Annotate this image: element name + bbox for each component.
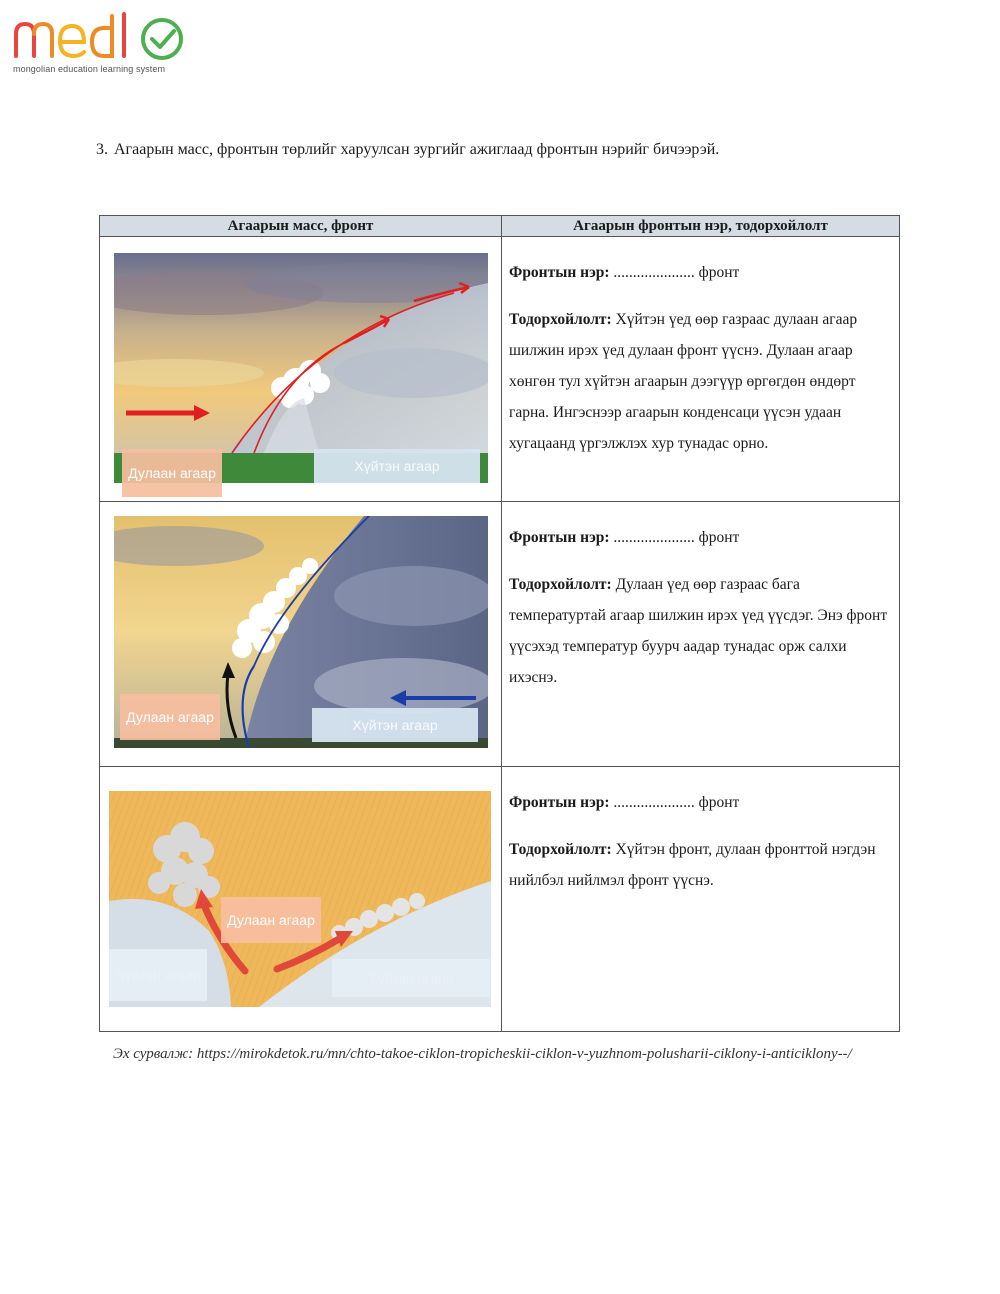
cold-front-description-cell: [502, 502, 900, 767]
cold-air-label: Хүйтэн агаар: [314, 449, 480, 483]
front-name-label: Фронтын нэр:: [509, 529, 610, 546]
warm-air-label: Дулаан агаар: [122, 449, 222, 497]
occluded-front-description-cell: [502, 767, 900, 1032]
front-name-line: [509, 522, 893, 553]
definition-label: Тодорхойлолт:: [509, 576, 612, 593]
question-number: 3.: [96, 141, 108, 158]
table-row: [100, 237, 900, 502]
definition-text: Хүйтэн фронт, дулаан фронттой нэгдэн нийлбэл нийлмэл фронт үүснэ.: [509, 841, 876, 889]
table-header-row: [100, 216, 900, 237]
occluded-front-image-cell: [100, 767, 502, 1032]
front-name-blank: ..................... фронт: [613, 529, 740, 546]
warm-air-label: Дулаан агаар: [221, 897, 321, 943]
cold-air-left-label: Хүйтэн агаар: [109, 949, 207, 1001]
front-name-blank: ..................... фронт: [613, 264, 740, 281]
cold-air-right-label: Хүйтэн агаар: [332, 959, 490, 997]
front-definition: [509, 304, 893, 459]
question-text: Агаарын масс, фронтын төрлийг харуулсан зургийг ажиглаад фронтын нэрийг бичээрэй.: [114, 141, 720, 158]
cold-air-label: Хүйтэн агаар: [312, 708, 478, 742]
front-name-blank: ..................... фронт: [613, 794, 740, 811]
definition-label: Тодорхойлолт:: [509, 311, 612, 328]
table-row: [100, 767, 900, 1032]
question: [96, 141, 719, 159]
header-air-mass: Агаарын масс, фронт: [100, 216, 502, 237]
front-name-label: Фронтын нэр:: [509, 264, 610, 281]
front-name-label: Фронтын нэр:: [509, 794, 610, 811]
definition-label: Тодорхойлолт:: [509, 841, 612, 858]
front-name-line: [509, 257, 893, 288]
definition-text: Дулаан үед өөр газраас бага температуртай агаар шилжин ирэх үед үүсдэг. Энэ фронт үүсэхэд температур буурч аадар тунадас орж салхи ихэснэ.: [509, 576, 888, 686]
front-definition: [509, 834, 893, 896]
table-row: [100, 502, 900, 767]
warm-air-label: Дулаан агаар: [120, 694, 220, 740]
front-name-line: [509, 787, 893, 818]
warm-front-description-cell: [502, 237, 900, 502]
source-citation: Эх сурвалж: https://mirokdetok.ru/mn/chto-takoe-ciklon-tropicheskii-ciklon-v-yuzhnom-polusharii-ciklony-i-anticiklony--/: [113, 1046, 852, 1062]
logo-tagline: mongolian education learning system: [13, 64, 166, 74]
front-definition: [509, 569, 893, 693]
cold-front-image-cell: [100, 502, 502, 767]
definition-text: Хүйтэн үед өөр газраас дулаан агаар шилжин ирэх үед дулаан фронт үүснэ. Дулаан агаар хөнгөн тул хүйтэн агаарын дээгүүр өргөгдөн өндөрт гарна. Ингэснээр агаарын конденсаци үүсэн удаан хугацаанд үргэлжлэх хур тунадас орно.: [509, 311, 858, 452]
header-front-name: Агаарын фронтын нэр, тодорхойлолт: [502, 216, 900, 237]
fronts-table: [99, 215, 900, 1032]
medle-logo-mark: [12, 10, 192, 60]
warm-front-image-cell: [100, 237, 502, 502]
